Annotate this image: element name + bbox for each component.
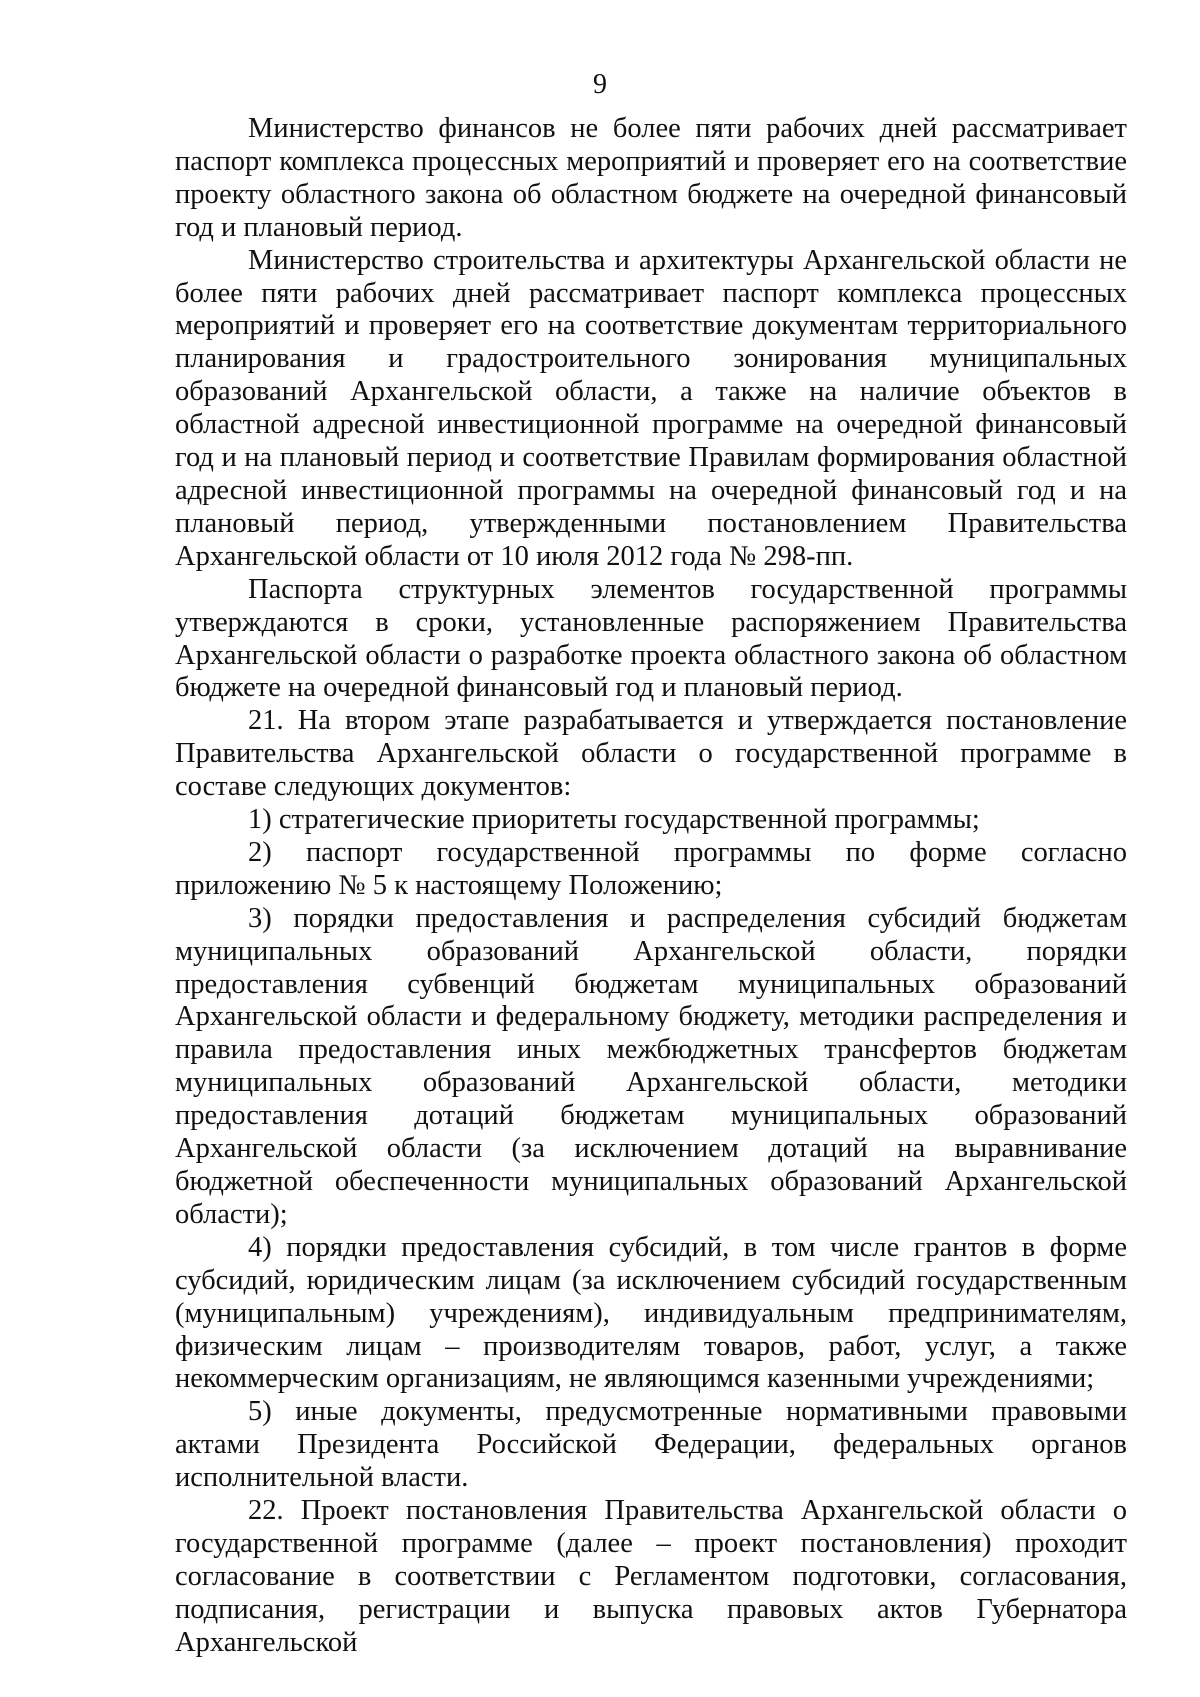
document-body — [175, 113, 1127, 1660]
list-item-4: 4) порядки предоставления субсидий, в том числе грантов в форме субсидий, юридическим лицам (за исключением субсидий государственным (муниципальным) учреждениям), индивидуальным предпринимателям, физическим лицам – производителям товаров, работ, услуг, а также некоммерческим организациям, не являющимся казенными учреждениями; — [175, 1231, 1127, 1395]
list-item-3: 3) порядки предоставления и распределения субсидий бюджетам муниципальных образований Архангельской области, порядки предоставления субвенций бюджетам муниципальных образований Архангельской области и федеральному бюджету, методики распределения и правила предоставления иных межбюджетных трансфертов бюджетам муниципальных образований Архангельской области, методики предоставления дотаций бюджетам муниципальных образований Архангельской области (за исключением дотаций на выравнивание бюджетной обеспеченности муниципальных образований Архангельской области); — [175, 902, 1127, 1230]
paragraph-passports-approval: Паспорта структурных элементов государственной программы утверждаются в сроки, установленные распоряжением Правительства Архангельской области о разработке проекта областного закона об областном бюджете на очередной финансовый год и плановый период. — [175, 573, 1127, 704]
paragraph-ministry-construction: Министерство строительства и архитектуры Архангельской области не более пяти рабочих дней рассматривает паспорт комплекса процессных мероприятий и проверяет его на соответствие документам территориального планирования и градостроительного зонирования муниципальных образований Архангельской области, а также на наличие объектов в областной адресной инвестиционной программе на очередной финансовый год и на плановый период и соответствие Правилам формирования областной адресной инвестиционной программы на очередной финансовый год и на плановый период, утвержденными постановлением Правительства Архангельской области от 10 июля 2012 года № 298-пп. — [175, 244, 1127, 572]
list-item-2: 2) паспорт государственной программы по форме согласно приложению № 5 к настоящему Положению; — [175, 836, 1127, 901]
page-number: 9 — [593, 69, 607, 100]
list-item-1: 1) стратегические приоритеты государственной программы; — [248, 804, 980, 836]
paragraph-ministry-finance: Министерство финансов не более пяти рабочих дней рассматривает паспорт комплекса процессных мероприятий и проверяет его на соответствие проекту областного закона об областном бюджете на очередной финансовый год и плановый период. — [175, 113, 1127, 243]
paragraph-item-22: 22. Проект постановления Правительства Архангельской области о государственной программе (далее – проект постановления) проходит согласование в соответствии с Регламентом подготовки, согласования, подписания, регистрации и выпуска правовых актов Губернатора Архангельской — [175, 1495, 1127, 1658]
list-item-5: 5) иные документы, предусмотренные нормативными правовыми актами Президента Российской Федерации, федеральных органов исполнительной власти. — [175, 1396, 1127, 1494]
paragraph-item-21: 21. На втором этапе разрабатывается и утверждается постановление Правительства Архангельской области о государственной программе в составе следующих документов: — [175, 705, 1127, 803]
